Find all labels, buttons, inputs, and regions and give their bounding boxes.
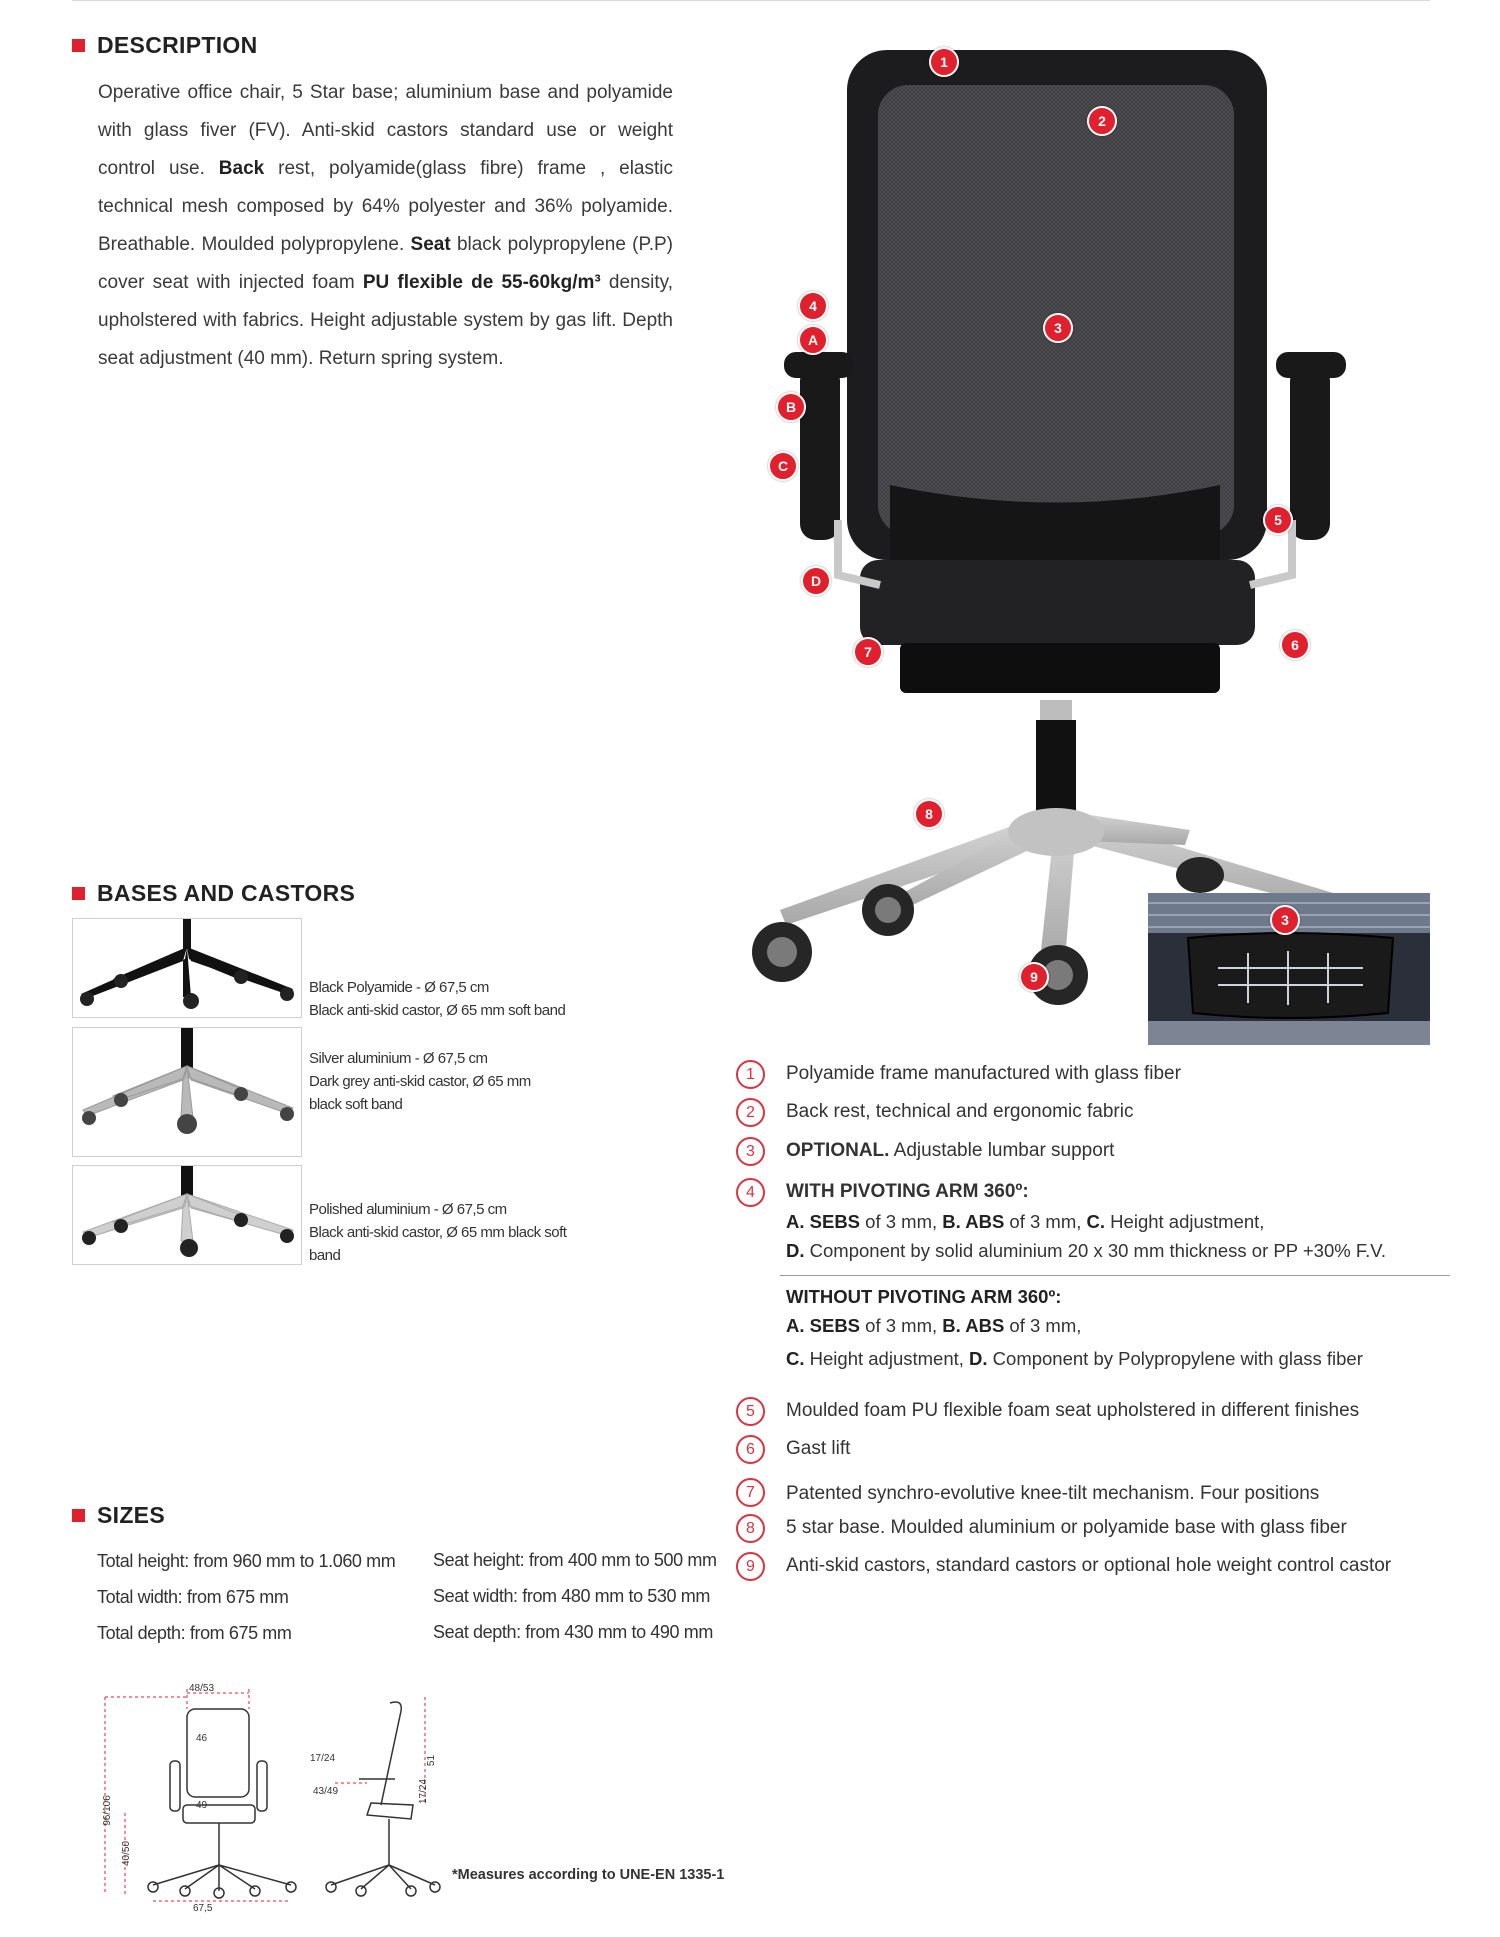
callout-8: 8 (914, 799, 944, 829)
dim-front-seat-height: 40/50 (121, 1840, 133, 1867)
feature-4: 4 WITH PIVOTING ARM 360º: (738, 1178, 1458, 1208)
with-arm-line-1: A. SEBS of 3 mm, B. ABS of 3 mm, C. Height adjustment, (786, 1211, 1265, 1232)
top-rule (72, 0, 1430, 1)
base-image-silver-aluminium (72, 1027, 302, 1157)
feature-3: 3 OPTIONAL. Adjustable lumbar support (738, 1137, 1458, 1167)
callout-b: B (776, 392, 806, 422)
callout-a: A (798, 325, 828, 355)
dim-front-height: 96/106 (101, 1795, 113, 1826)
without-arm-title: WITHOUT PIVOTING ARM 360º: (786, 1286, 1062, 1307)
sizes-seat-column: Seat height: from 400 mm to 500 mm Seat width: from 480 mm to 530 mm Seat depth: from 430 mm to 490 mm (433, 1550, 717, 1642)
callout-1: 1 (929, 47, 959, 77)
callout-c: C (768, 451, 798, 481)
dim-side-back: 51 (426, 1754, 438, 1767)
callout-6: 6 (1280, 630, 1310, 660)
divider (780, 1275, 1450, 1276)
dim-front-width: 67,5 (193, 1903, 213, 1914)
dimension-diagram (95, 1675, 455, 1915)
base-image-black-polyamide (72, 918, 302, 1018)
callout-4: 4 (798, 291, 828, 321)
bases-heading: BASES AND CASTORS (72, 880, 355, 907)
callout-d: D (801, 566, 831, 596)
feature-9: 9 Anti-skid castors, standard castors or optional hole weight control castor (738, 1552, 1458, 1582)
feature-8: 8 5 star base. Moulded aluminium or polyamide base with glass fiber (738, 1514, 1458, 1544)
sizes-heading: SIZES (72, 1502, 165, 1529)
bullet-square-icon (72, 1509, 85, 1522)
without-arm-line-2: C. Height adjustment, D. Component by Polypropylene with glass fiber (786, 1348, 1363, 1369)
with-arm-line-2: D. Component by solid aluminium 20 x 30 mm thickness or PP +30% F.V. (786, 1240, 1386, 1261)
dim-front-top: 48/53 (189, 1683, 215, 1694)
base-desc-polished-aluminium: Polished aluminium - Ø 67,5 cm Black anti-skid castor, Ø 65 mm black soft band (309, 1201, 567, 1264)
callout-5: 5 (1263, 505, 1293, 535)
callout-9: 9 (1019, 962, 1049, 992)
callout-3-inset: 3 (1270, 905, 1300, 935)
feature-6: 6 Gast lift (738, 1435, 1458, 1465)
base-desc-silver-aluminium: Silver aluminium - Ø 67,5 cm Dark grey anti-skid castor, Ø 65 mm black soft band (309, 1050, 531, 1113)
feature-7: 7 Patented synchro-evolutive knee-tilt mechanism. Four positions (738, 1478, 1458, 1508)
chair-back-image (740, 40, 1440, 1015)
measures-note: *Measures according to UNE-EN 1335-1 (452, 1867, 725, 1883)
dim-front-mid: 46 (196, 1733, 208, 1744)
feature-5: 5 Moulded foam PU flexible foam seat upholstered in different finishes (738, 1397, 1458, 1427)
without-arm-line-1: A. SEBS of 3 mm, B. ABS of 3 mm, (786, 1315, 1082, 1336)
dim-side-arm: 17/24 (310, 1753, 336, 1764)
description-text: Operative office chair, 5 Star base; aluminium base and polyamide with glass fiver (FV). Anti-skid castors standard use or weight control use. Back rest, polyamide(glass fibre) frame , elastic technical mesh composed by 64% polyester and 36% polyamide. Breathable. Moulded polypropylene. Seat black polypropylene (P.P) cover seat with injected foam PU flexible de 55-60kg/m³ density, upholstered with fabrics. Height adjustable system by gas lift. Depth seat adjustment (40 mm). Return spring system. (98, 82, 674, 369)
bullet-square-icon (72, 887, 85, 900)
feature-1: 1 Polyamide frame manufactured with glass fiber (738, 1060, 1458, 1090)
callout-2: 2 (1087, 106, 1117, 136)
feature-2: 2 Back rest, technical and ergonomic fabric (738, 1098, 1458, 1128)
base-image-polished-aluminium (72, 1165, 302, 1265)
sizes-total-column: Total height: from 960 mm to 1.060 mm Total width: from 675 mm Total depth: from 675 mm (97, 1551, 396, 1643)
base-desc-black-polyamide: Black Polyamide - Ø 67,5 cm Black anti-skid castor, Ø 65 mm soft band (309, 979, 566, 1019)
description-heading: DESCRIPTION (72, 32, 257, 59)
dim-side-lumbar: 17/24 (418, 1778, 430, 1805)
bullet-square-icon (72, 39, 85, 52)
callout-7: 7 (853, 637, 883, 667)
callout-3: 3 (1043, 313, 1073, 343)
dim-front-seat: 49 (196, 1800, 208, 1811)
dim-side-depth: 43/49 (313, 1786, 339, 1797)
